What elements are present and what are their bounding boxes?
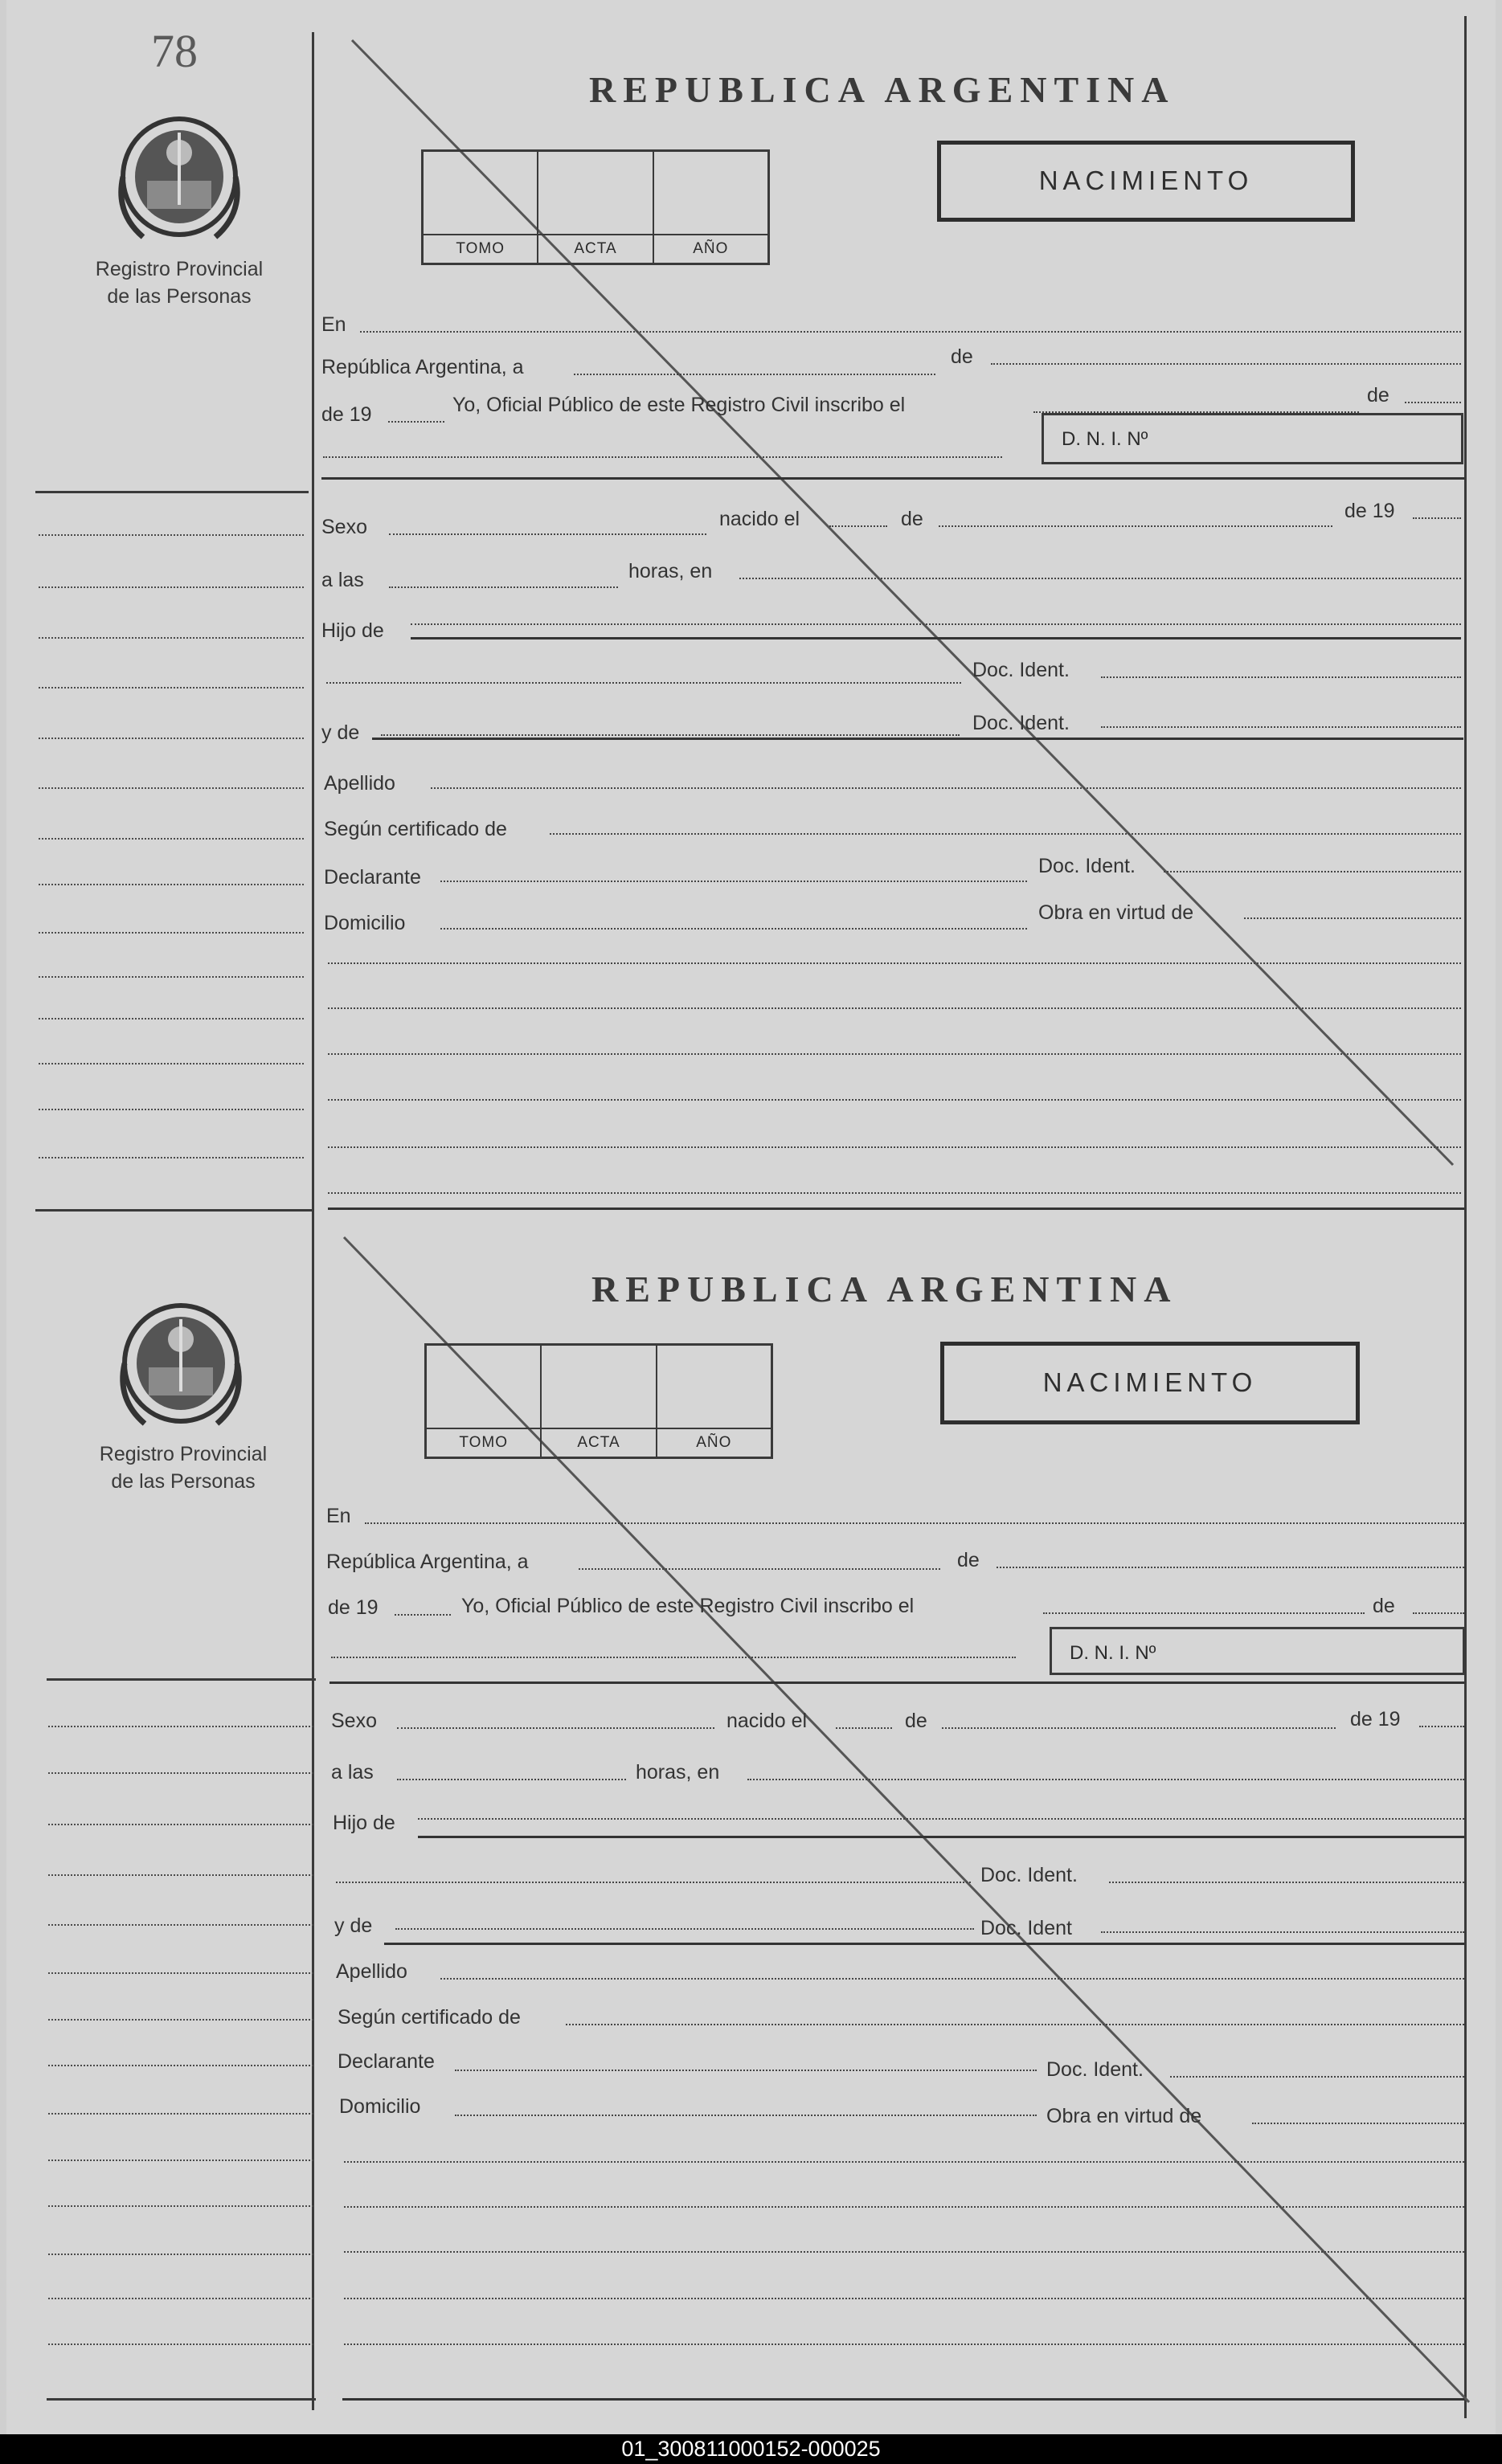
field-declarante-line[interactable] (455, 2070, 1037, 2071)
side-line (39, 1063, 304, 1064)
ano-cell[interactable] (654, 152, 767, 263)
field-hijo-label: Hijo de (333, 1812, 395, 1834)
field-doc3-label: Doc. Ident. (1046, 2058, 1144, 2081)
field-doc3-line[interactable] (1170, 2076, 1464, 2078)
side-line (39, 787, 304, 789)
field-apellido-label: Apellido (324, 772, 395, 795)
field-republica-label: República Argentina, a (326, 1551, 529, 1573)
field-doc1-line[interactable] (1101, 676, 1461, 678)
side-line (39, 1157, 304, 1158)
field-alas-label: a las (321, 569, 364, 591)
field-de19-line[interactable] (395, 1614, 451, 1616)
ano-label: AÑO (657, 1428, 771, 1457)
form1-type-box: NACIMIENTO (937, 141, 1355, 222)
side-rule (47, 1678, 316, 1681)
side-line (39, 738, 304, 739)
notes-line[interactable] (328, 962, 1461, 964)
field-sexo-line[interactable] (397, 1727, 714, 1729)
side-line (48, 1972, 313, 1974)
side-line (39, 838, 304, 840)
field-declarante-label: Declarante (324, 866, 421, 889)
field-nacido-label: nacido el (726, 1710, 808, 1732)
field-doc2-line[interactable] (1101, 726, 1461, 728)
field-hijo-label: Hijo de (321, 619, 384, 642)
notes-line[interactable] (328, 1053, 1461, 1055)
form2-dni-box[interactable] (1050, 1627, 1465, 1675)
field-de-line[interactable] (997, 1567, 1464, 1568)
side-line (48, 1772, 313, 1774)
side-line (39, 1109, 304, 1110)
notes-line[interactable] (328, 1007, 1461, 1009)
form1-section-rule (321, 477, 1464, 480)
scan-footer-id: 01_300811000152-000025 (0, 2434, 1502, 2464)
acta-label: ACTA (542, 1428, 655, 1457)
field-hijo-rule (418, 1836, 1464, 1838)
notes-line[interactable] (328, 1192, 1461, 1194)
field-obra-line[interactable] (1244, 917, 1461, 919)
field-alas-line[interactable] (389, 586, 618, 588)
field-doc2-label: Doc. Ident (980, 1917, 1072, 1939)
field-yde-rule (372, 738, 1463, 740)
notes-line[interactable] (344, 2298, 1464, 2299)
document-page (6, 0, 1496, 2434)
registry-label-line1: Registro Provincial (95, 258, 264, 280)
field-de-label: de (951, 345, 973, 368)
field-horas-label: horas, en (628, 560, 713, 582)
field-de-end-line[interactable] (1405, 402, 1461, 403)
field-doc1-label: Doc. Ident. (980, 1864, 1078, 1886)
notes-line[interactable] (328, 1099, 1461, 1101)
field-yde-rule (384, 1943, 1464, 1945)
field-hijo-line[interactable] (418, 1818, 1464, 1820)
field-inscribo-line[interactable] (1043, 1612, 1365, 1614)
side-line (39, 1018, 304, 1020)
field-domicilio-label: Domicilio (339, 2095, 421, 2118)
side-line (39, 687, 304, 689)
acta-cell[interactable] (538, 152, 653, 263)
field-segun-line[interactable] (566, 2024, 1464, 2025)
form1-registry-table (421, 149, 770, 265)
field-de2-line[interactable] (939, 525, 1332, 527)
field-de19b-line[interactable] (1413, 517, 1461, 519)
side-line (48, 2019, 313, 2021)
field-de-end-label: de (1367, 384, 1389, 407)
field-de-line[interactable] (991, 363, 1461, 365)
field-doc1-label: Doc. Ident. (972, 659, 1070, 681)
field-de19-line[interactable] (388, 421, 444, 423)
field-de-end-label: de (1373, 1595, 1395, 1617)
side-line (39, 586, 304, 588)
side-line (48, 2343, 313, 2345)
page-number: 78 (151, 25, 198, 77)
notes-line[interactable] (344, 2251, 1464, 2253)
provincial-seal-icon (111, 108, 248, 245)
field-domicilio-line[interactable] (455, 2115, 1037, 2116)
field-doc3-label: Doc. Ident. (1038, 855, 1136, 877)
notes-line[interactable] (344, 2161, 1464, 2163)
field-nacido-label: nacido el (719, 508, 800, 530)
field-de2-label: de (905, 1710, 927, 1732)
field-apellido-line[interactable] (440, 1978, 1464, 1980)
side-line (39, 976, 304, 978)
form2-title: REPUBLICA ARGENTINA (591, 1269, 1178, 1310)
acta-cell[interactable] (542, 1346, 657, 1457)
field-alas-line[interactable] (397, 1779, 626, 1780)
form1-bottom-rule (328, 1207, 1464, 1210)
field-obra-label: Obra en virtud de (1038, 901, 1194, 924)
field-domicilio-line[interactable] (440, 928, 1027, 930)
side-line (48, 1874, 313, 1876)
side-line (48, 1824, 313, 1825)
notes-line[interactable] (344, 2206, 1464, 2208)
field-nacido-line[interactable] (829, 525, 887, 527)
registry-label (51, 1440, 316, 1495)
field-oficial-label: Yo, Oficial Público de este Registro Civil inscribo el (452, 394, 906, 416)
registry-label-line2: de las Personas (111, 1470, 256, 1493)
field-horas-label: horas, en (636, 1761, 720, 1784)
side-rule (35, 1209, 313, 1212)
field-republica-line[interactable] (579, 1568, 940, 1570)
registry-label-line1: Registro Provincial (99, 1443, 268, 1465)
field-yde-label: y de (321, 721, 360, 744)
form2-type-box: NACIMIENTO (940, 1342, 1360, 1424)
field-de19b-label: de 19 (1350, 1708, 1401, 1731)
field-nacido-line[interactable] (836, 1727, 892, 1729)
field-apellido-label: Apellido (336, 1960, 407, 1983)
field-de2-label: de (901, 508, 923, 530)
form1-dni-box[interactable] (1042, 413, 1463, 464)
field-de19-label: de 19 (321, 403, 372, 426)
form1-title: REPUBLICA ARGENTINA (589, 69, 1176, 110)
tomo-cell[interactable] (427, 1346, 542, 1457)
field-domicilio-label: Domicilio (324, 912, 406, 934)
registry-label (47, 255, 312, 310)
field-hijo-line2[interactable] (336, 1882, 971, 1883)
field-segun-label: Según certificado de (338, 2006, 521, 2029)
field-yde-line[interactable] (395, 1928, 974, 1930)
field-en-line[interactable] (365, 1522, 1464, 1524)
side-line (48, 2298, 313, 2299)
side-rule (35, 491, 309, 493)
side-line (39, 534, 304, 536)
field-obra-line[interactable] (1252, 2123, 1464, 2124)
registry-label-line2: de las Personas (107, 285, 252, 308)
dni-label: D. N. I. Nº (1062, 428, 1148, 450)
ano-label: AÑO (654, 234, 767, 263)
field-alas-label: a las (331, 1761, 374, 1784)
side-rule (47, 2398, 316, 2401)
field-hijo-line2[interactable] (326, 682, 961, 684)
tomo-cell[interactable] (424, 152, 538, 263)
field-extra-line[interactable] (331, 1657, 1016, 1658)
field-horas-line[interactable] (739, 578, 1461, 579)
field-republica-line[interactable] (574, 374, 935, 375)
field-doc1-line[interactable] (1109, 1882, 1464, 1883)
side-line (48, 2065, 313, 2066)
field-doc2-line[interactable] (1101, 1931, 1464, 1933)
field-declarante-label: Declarante (338, 2050, 435, 2073)
acta-label: ACTA (538, 234, 652, 263)
notes-line[interactable] (344, 2343, 1464, 2345)
field-oficial-label: Yo, Oficial Público de este Registro Civil inscribo el (461, 1595, 915, 1617)
side-line (48, 2205, 313, 2207)
side-line (39, 637, 304, 639)
form2-section-rule (329, 1681, 1464, 1684)
ano-cell[interactable] (657, 1346, 771, 1457)
field-en-line[interactable] (360, 331, 1461, 333)
field-sexo-label: Sexo (331, 1710, 377, 1732)
field-hijo-line[interactable] (411, 623, 1461, 625)
side-line (48, 2254, 313, 2255)
field-de19b-label: de 19 (1344, 500, 1395, 522)
dni-label: D. N. I. Nº (1070, 1642, 1156, 1664)
field-de19-label: de 19 (328, 1596, 379, 1619)
field-sexo-label: Sexo (321, 516, 367, 538)
field-de-label: de (957, 1549, 980, 1571)
field-segun-label: Según certificado de (324, 818, 507, 840)
field-extra-line[interactable] (323, 456, 1002, 458)
side-line (48, 1924, 313, 1926)
field-en-label: En (326, 1505, 351, 1527)
side-line (39, 884, 304, 885)
tomo-label: TOMO (427, 1428, 540, 1457)
field-horas-line[interactable] (747, 1779, 1464, 1780)
field-en-label: En (321, 313, 346, 336)
field-republica-label: República Argentina, a (321, 356, 524, 378)
tomo-label: TOMO (424, 234, 537, 263)
field-sexo-line[interactable] (389, 533, 706, 535)
notes-line[interactable] (328, 1146, 1461, 1148)
field-yde-line[interactable] (381, 734, 960, 736)
provincial-seal-icon (113, 1295, 249, 1432)
field-declarante-line[interactable] (440, 881, 1027, 882)
field-yde-label: y de (334, 1914, 373, 1937)
field-obra-label: Obra en virtud de (1046, 2105, 1202, 2127)
side-line (48, 1726, 313, 1727)
field-de-end-line[interactable] (1413, 1612, 1464, 1614)
field-doc3-line[interactable] (1164, 871, 1461, 872)
side-line (48, 2113, 313, 2115)
field-doc2-label: Doc. Ident. (972, 712, 1070, 734)
side-line (39, 932, 304, 934)
form2-bottom-rule (342, 2398, 1464, 2401)
field-apellido-line[interactable] (431, 787, 1461, 789)
field-segun-line[interactable] (550, 833, 1461, 835)
field-de2-line[interactable] (942, 1727, 1336, 1729)
field-hijo-rule (411, 637, 1461, 639)
side-line (48, 2160, 313, 2161)
form2-registry-table (424, 1343, 773, 1459)
field-de19b-line[interactable] (1419, 1726, 1464, 1727)
